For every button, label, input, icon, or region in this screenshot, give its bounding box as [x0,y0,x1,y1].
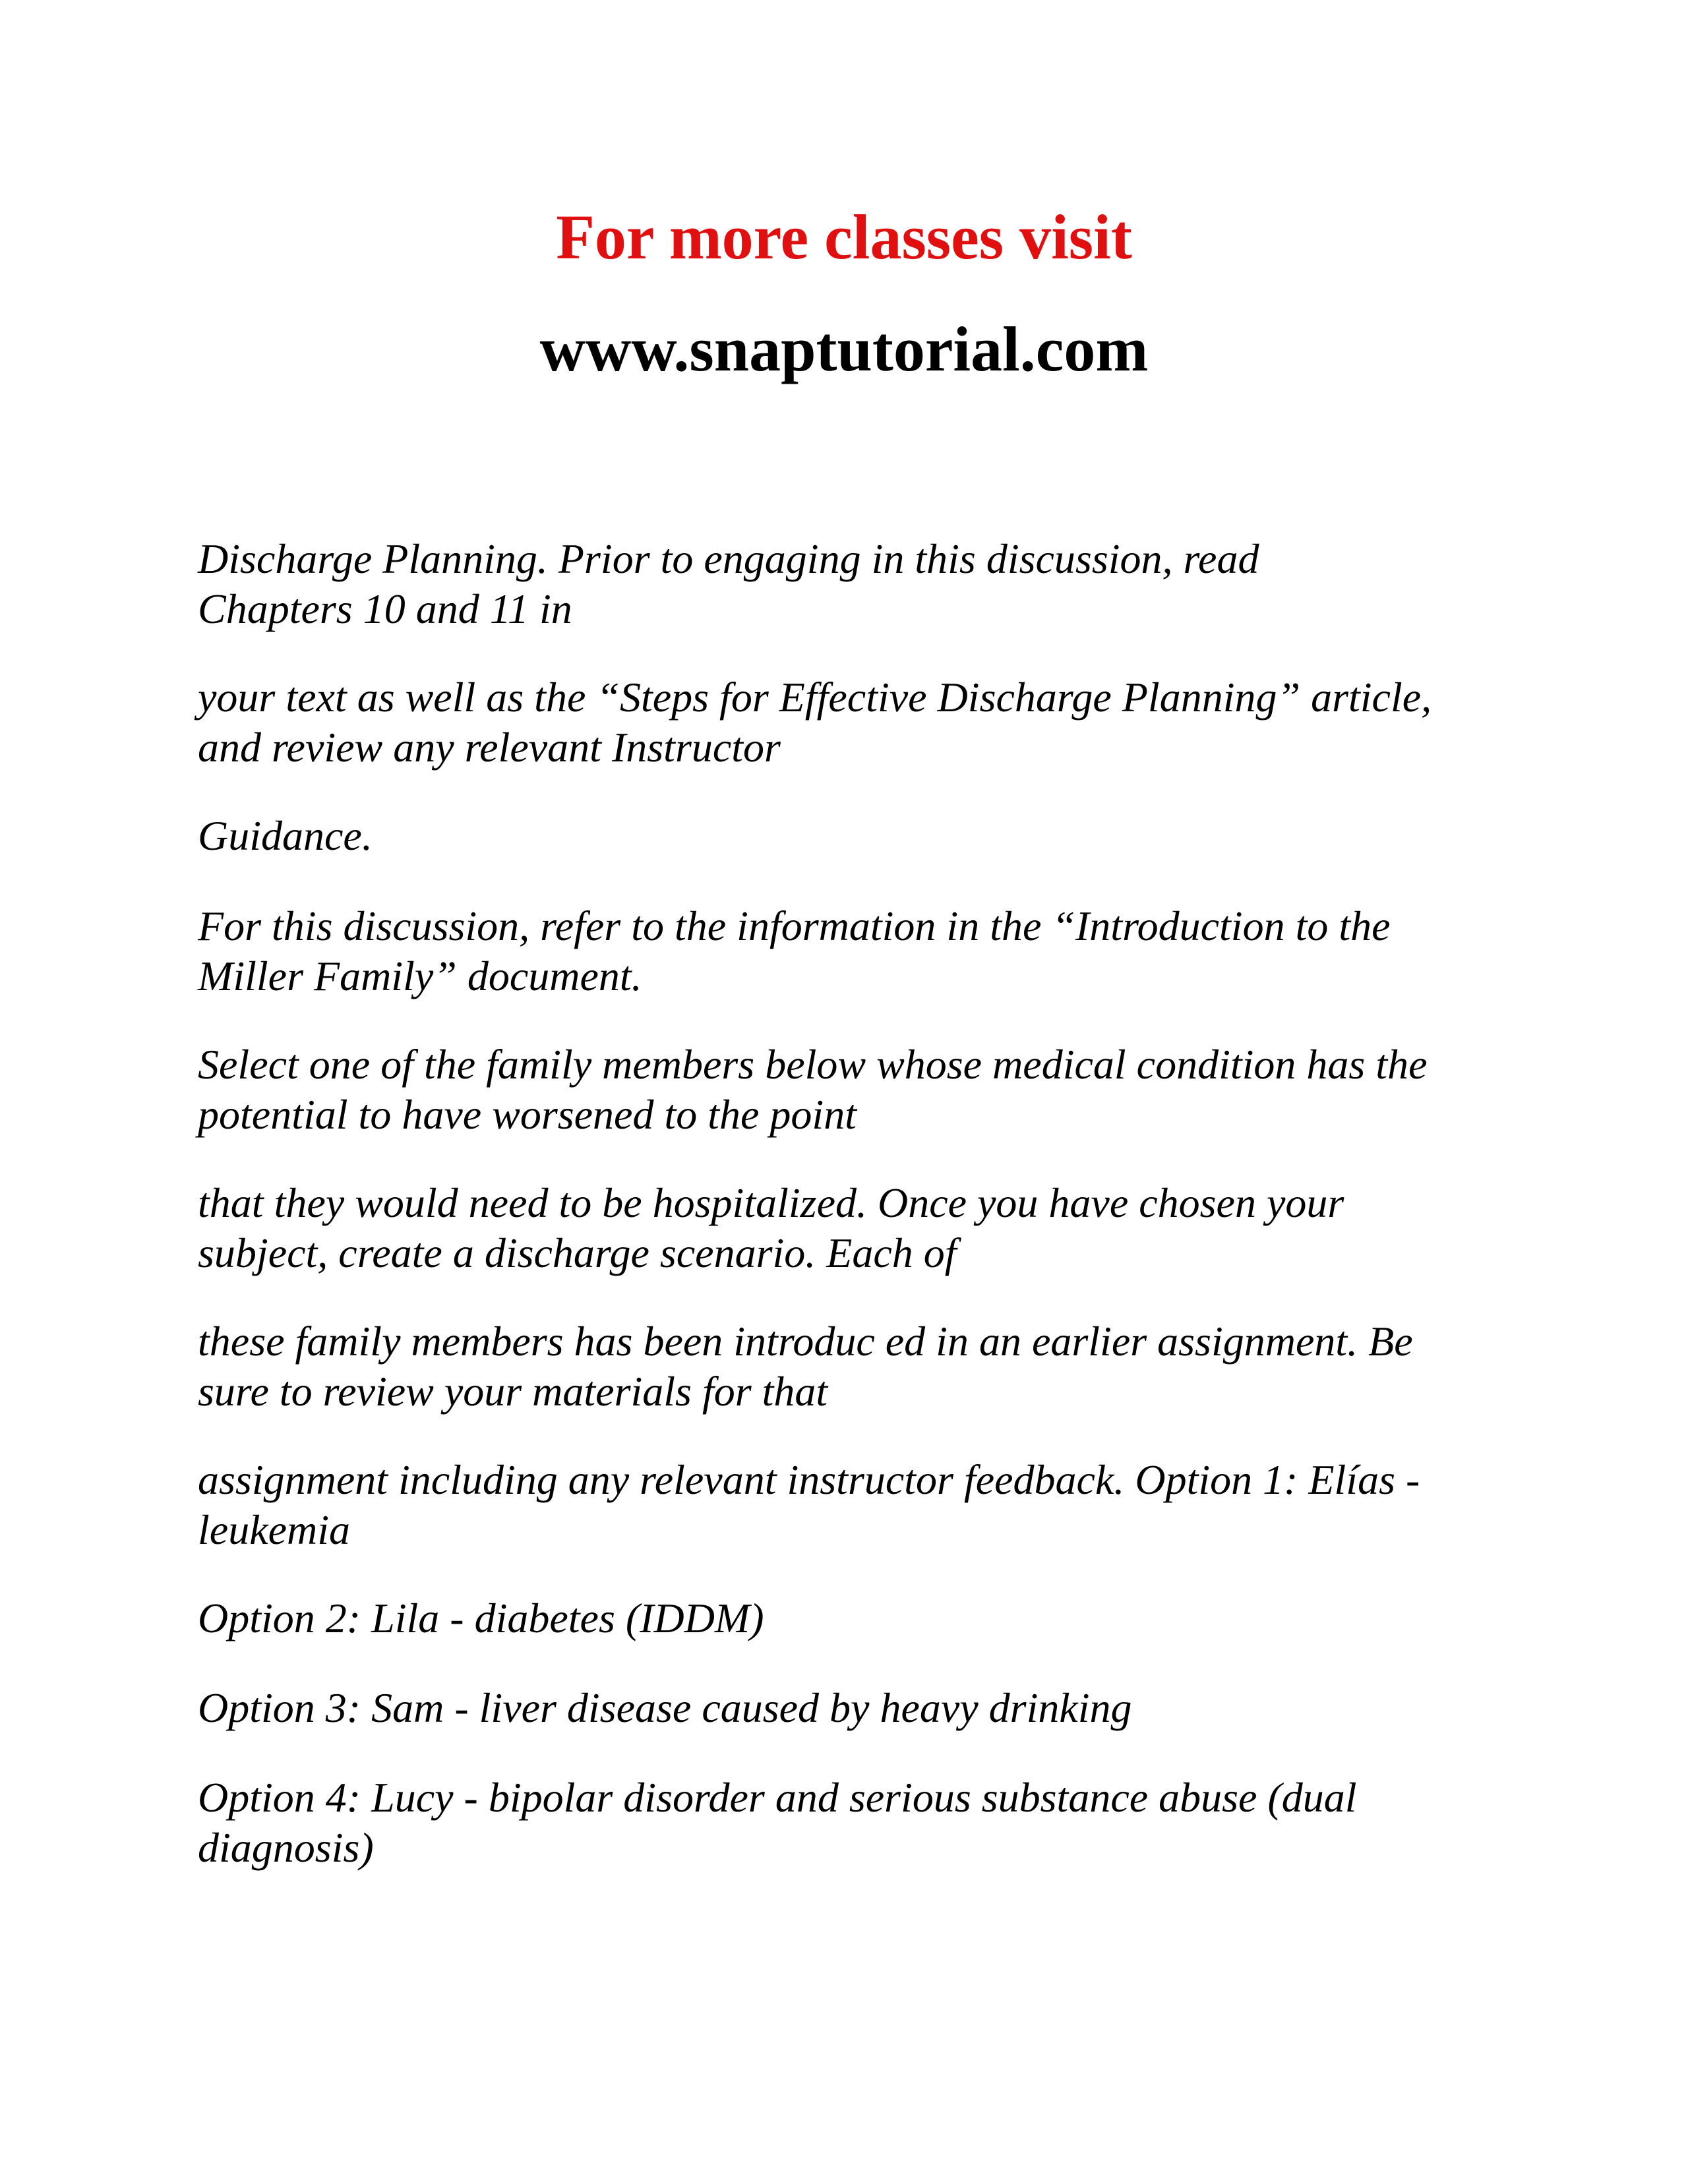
text-line: For this discussion, refer to the information in the “Introduction to the [198,902,1391,949]
text-line: and review any relevant Instructor [198,724,781,771]
paragraph [198,901,1517,1001]
text-line: Option 4: Lucy - bipolar disorder and serious substance abuse (dual [198,1774,1357,1821]
paragraph [198,534,1517,634]
text-line: that they would need to be hospitalized. Once you have chosen your [198,1179,1344,1226]
text-line: Option 3: Sam - liver disease caused by heavy drinking [198,1684,1132,1731]
paragraph [198,672,1517,773]
paragraph [198,1455,1517,1555]
text-line: subject, create a discharge scenario. Each of [198,1229,957,1276]
paragraph [198,811,1517,861]
paragraph [198,1178,1517,1278]
promo-heading: For more classes visit [556,202,1132,272]
text-line: Guidance. [198,812,373,859]
text-line: potential to have worsened to the point [198,1091,857,1138]
text-line: Option 2: Lila - diabetes (IDDM) [198,1595,764,1641]
text-line: leukemia [198,1506,350,1553]
text-line: Discharge Planning. Prior to engaging in this discussion, read [198,535,1259,582]
paragraph [198,1040,1517,1140]
paragraph [198,1773,1517,1873]
text-line: Miller Family” document. [198,953,642,999]
text-line: assignment including any relevant instructor feedback. Option 1: Elías - [198,1456,1420,1503]
text-line: your text as well as the “Steps for Effective Discharge Planning” article, [198,674,1432,721]
website-url: www.snaptutorial.com [539,314,1149,384]
paragraph [198,1683,1517,1733]
text-line: diagnosis) [198,1824,374,1871]
text-line: these family members has been introduc ed in an earlier assignment. Be [198,1318,1413,1365]
text-line: sure to review your materials for that [198,1368,828,1415]
paragraph [198,1316,1517,1417]
text-line: Chapters 10 and 11 in [198,585,572,632]
text-line: Select one of the family members below whose medical condition has the [198,1041,1428,1088]
paragraph [198,1593,1517,1643]
